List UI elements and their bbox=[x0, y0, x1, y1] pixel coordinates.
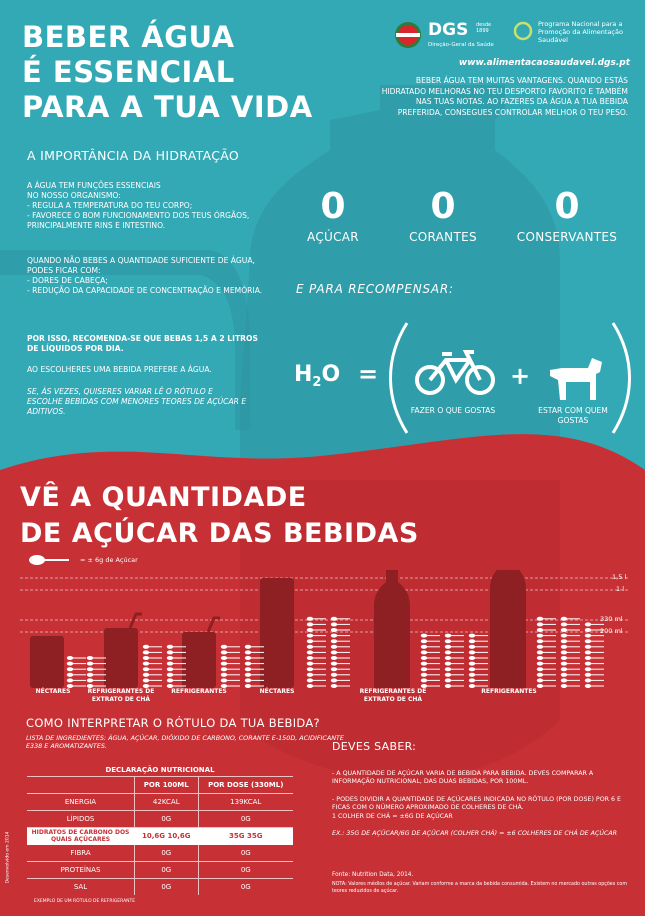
table-cell: 0G bbox=[198, 862, 293, 879]
spoon-mark bbox=[245, 667, 251, 671]
dog-label: ESTAR COM QUEM GOSTAS bbox=[538, 406, 608, 425]
straw-shape bbox=[208, 618, 220, 632]
bike-label: FAZER O QUE GOSTAS bbox=[410, 406, 496, 415]
spoon-mark bbox=[445, 662, 451, 666]
spoon-mark bbox=[537, 622, 543, 626]
spoon-mark bbox=[307, 634, 313, 638]
zero-preservatives-label: CONSERVANTES bbox=[516, 230, 618, 244]
spoon-mark bbox=[421, 650, 427, 654]
spoon-mark bbox=[143, 667, 149, 671]
spoon-mark bbox=[469, 678, 475, 682]
spoon-mark bbox=[167, 662, 173, 666]
spoon-mark bbox=[561, 656, 567, 660]
bottle-shape bbox=[374, 570, 410, 688]
spoon-mark bbox=[585, 634, 591, 638]
hydration-p2 bbox=[27, 256, 267, 296]
spoon-mark bbox=[469, 639, 475, 643]
source-note: Fonte: Nutrition Data, 2014. bbox=[332, 872, 414, 878]
spoon-mark bbox=[67, 656, 73, 660]
deves-saber-p3: 1 COLHER DE CHÁ = ±6G DE AÇÚCAR bbox=[332, 813, 453, 820]
zero-sugar-label: AÇÚCAR bbox=[307, 230, 359, 244]
spoon-mark bbox=[537, 617, 543, 621]
programa-logo bbox=[512, 20, 632, 50]
table-cell: 0G bbox=[135, 862, 199, 879]
spoon-mark bbox=[561, 628, 567, 632]
spoon-mark bbox=[307, 622, 313, 626]
table-cell: 0G bbox=[135, 879, 199, 896]
spoon-mark bbox=[331, 656, 337, 660]
spoon-mark bbox=[143, 673, 149, 677]
spoon-mark bbox=[221, 650, 227, 654]
table-cell: 35G 35G bbox=[198, 828, 293, 845]
text-line: A ÁGUA TEM FUNÇÕES ESSENCIAIS bbox=[27, 181, 161, 190]
spoon-mark bbox=[537, 639, 543, 643]
spoon-mark bbox=[307, 656, 313, 660]
spoon-mark bbox=[221, 656, 227, 660]
label-heading: COMO INTERPRETAR O RÓTULO DA TUA BEBIDA? bbox=[26, 716, 320, 730]
spoon-mark bbox=[537, 667, 543, 671]
main-title bbox=[22, 20, 322, 125]
spoon-mark bbox=[585, 622, 591, 626]
spoon-mark bbox=[167, 678, 173, 682]
spoon-mark bbox=[537, 673, 543, 677]
spoon-mark bbox=[469, 662, 475, 666]
title-line: DE AÇÚCAR DAS BEBIDAS bbox=[20, 518, 419, 549]
spoon-mark bbox=[331, 628, 337, 632]
table-row bbox=[27, 845, 294, 862]
table-caption: DECLARAÇÃO NUTRICIONAL bbox=[105, 765, 215, 774]
title-line: BEBER ÁGUA bbox=[22, 20, 235, 54]
spoon-mark bbox=[445, 684, 451, 688]
spoon-mark bbox=[67, 673, 73, 677]
reward-heading: E PARA RECOMPENSAR: bbox=[296, 282, 454, 296]
spoon-mark bbox=[331, 634, 337, 638]
spoon-icon bbox=[28, 554, 72, 566]
title-line: VÊ A QUANTIDADE bbox=[20, 482, 307, 513]
programa-name: Programa Nacional para a Promoção da Alimentação Saudável bbox=[538, 20, 623, 44]
spoon-mark bbox=[561, 634, 567, 638]
table-cell: 139KCAL bbox=[198, 794, 293, 811]
spoon-mark bbox=[331, 622, 337, 626]
spoon-mark bbox=[331, 650, 337, 654]
spoon-mark bbox=[167, 667, 173, 671]
spoon-legend: = ± 6g de Açúcar bbox=[80, 556, 138, 564]
spoon-mark bbox=[445, 634, 451, 638]
spoon-mark bbox=[221, 662, 227, 666]
text-line: NO NOSSO ORGANISMO: bbox=[27, 191, 121, 200]
level-label: 330 ml bbox=[600, 615, 623, 623]
spoon-mark bbox=[331, 617, 337, 621]
spoon-mark bbox=[537, 678, 543, 682]
spoon-mark bbox=[307, 645, 313, 649]
table-row bbox=[27, 811, 294, 828]
formula-o: O bbox=[321, 362, 341, 387]
spoon-mark bbox=[421, 645, 427, 649]
spoon-mark bbox=[537, 628, 543, 632]
h2o-formula bbox=[294, 362, 341, 390]
spoon-mark bbox=[585, 662, 591, 666]
dgs-emblem-icon bbox=[392, 20, 424, 50]
bicycle-icon bbox=[414, 348, 496, 396]
spoon-mark bbox=[445, 667, 451, 671]
spoon-mark bbox=[421, 634, 427, 638]
spoon-mark bbox=[331, 662, 337, 666]
spoon-mark bbox=[331, 667, 337, 671]
drink-shape bbox=[260, 578, 294, 688]
straw-shape bbox=[130, 614, 142, 628]
formula-2: 2 bbox=[312, 375, 322, 390]
spoon-mark bbox=[585, 684, 591, 688]
table-cell: 0G bbox=[198, 845, 293, 862]
dgs-full-name: Direção-Geral da Saúde bbox=[428, 42, 494, 48]
spoon-mark bbox=[421, 678, 427, 682]
leaf-circle-icon bbox=[512, 20, 534, 42]
spoon-mark bbox=[143, 645, 149, 649]
table-row bbox=[27, 794, 294, 811]
sugar-title bbox=[20, 480, 420, 552]
spoon-mark bbox=[421, 639, 427, 643]
table-cell: 0G bbox=[198, 879, 293, 896]
spoon-mark bbox=[307, 650, 313, 654]
drink-shape bbox=[104, 628, 138, 688]
spoon-mark bbox=[585, 650, 591, 654]
spoon-mark bbox=[585, 678, 591, 682]
spoon-mark bbox=[585, 667, 591, 671]
drink-shape bbox=[30, 636, 64, 688]
nutrition-table bbox=[26, 762, 294, 896]
spoon-mark bbox=[561, 673, 567, 677]
spoon-mark bbox=[87, 656, 93, 660]
text-line: - FAVORECE O BOM FUNCIONAMENTO DOS TEUS ÓRGÃOS, PRINCIPALMENTE RINS E INTESTINO. bbox=[27, 211, 250, 230]
table-cell: SAL bbox=[27, 879, 135, 896]
text-line: - REGULA A TEMPERATURA DO TEU CORPO; bbox=[27, 201, 193, 210]
spoon-mark bbox=[445, 656, 451, 660]
hydration-heading: A IMPORTÂNCIA DA HIDRATAÇÃO bbox=[27, 148, 240, 163]
spoon-mark bbox=[469, 634, 475, 638]
table-cell: 10,6G 10,6G bbox=[135, 828, 199, 845]
level-label: 200 ml bbox=[600, 627, 623, 635]
table-cell: LÍPIDOS bbox=[27, 811, 135, 828]
spoon-mark bbox=[561, 667, 567, 671]
spoon-mark bbox=[307, 617, 313, 621]
bottle-shape bbox=[490, 570, 526, 688]
equals-sign: = bbox=[358, 360, 379, 388]
spoon-mark bbox=[445, 650, 451, 654]
spoon-mark bbox=[67, 662, 73, 666]
spoon-mark bbox=[469, 645, 475, 649]
spoon-mark bbox=[87, 667, 93, 671]
spoon-mark bbox=[561, 678, 567, 682]
spoon-mark bbox=[67, 667, 73, 671]
spoon-mark bbox=[445, 678, 451, 682]
zero-sugar-value: 0 bbox=[320, 186, 346, 227]
spoon-mark bbox=[245, 656, 251, 660]
hydration-p1 bbox=[27, 181, 267, 231]
side-note: Desenvolvido em 2014 bbox=[5, 831, 11, 884]
dgs-logo bbox=[392, 20, 502, 52]
zero-colorants-label: CORANTES bbox=[409, 230, 477, 244]
spoon-mark bbox=[561, 684, 567, 688]
spoon-mark bbox=[245, 645, 251, 649]
drink-shape bbox=[182, 632, 216, 688]
hydration-p5: SE, ÀS VEZES, QUISERES VARIAR LÊ O RÓTULO E ESCOLHE BEBIDAS COM MENORES TEORES DE AÇÚCAR E ADITIVOS. bbox=[27, 387, 247, 416]
spoon-mark bbox=[245, 678, 251, 682]
deves-saber-heading: DEVES SABER: bbox=[332, 740, 417, 753]
spoon-mark bbox=[221, 673, 227, 677]
spoon-mark bbox=[87, 673, 93, 677]
drink-label: NÉCTARES bbox=[259, 688, 295, 695]
spoon-mark bbox=[307, 662, 313, 666]
drink-label: REFRIGERANTES DE EXTRATO DE CHÁ bbox=[87, 688, 155, 703]
table-cell: ENERGIA bbox=[27, 794, 135, 811]
table-note: EXEMPLO DE UM RÓTULO DE REFRIGERANTE bbox=[34, 899, 136, 904]
deves-saber-example: EX.: 35G DE AÇÚCAR/6G DE AÇÚCAR (COLHER CHÁ) = ±6 COLHERES DE CHÁ DE AÇÚCAR bbox=[332, 830, 618, 837]
spoon-mark bbox=[167, 656, 173, 660]
spoon-mark bbox=[561, 622, 567, 626]
spoon-mark bbox=[445, 645, 451, 649]
spoon-mark bbox=[245, 650, 251, 654]
deves-saber-p2: - PODES DIVIDIR A QUANTIDADE DE AÇÚCARES INDICADA NO RÓTULO (POR DOSE) POR 6 E FICAS COM O NÚMERO APROXIMADO DE COLHERES DE CHÁ. bbox=[332, 796, 622, 811]
spoon-mark bbox=[307, 673, 313, 677]
spoon-mark bbox=[469, 673, 475, 677]
spoon-mark bbox=[331, 673, 337, 677]
spoon-mark bbox=[537, 650, 543, 654]
spoon-mark bbox=[221, 667, 227, 671]
spoon-mark bbox=[87, 662, 93, 666]
level-label: 1,5 l bbox=[612, 573, 627, 581]
table-cell: 0G bbox=[198, 811, 293, 828]
table-row bbox=[27, 879, 294, 896]
spoon-mark bbox=[307, 678, 313, 682]
spoon-mark bbox=[561, 650, 567, 654]
table-cell: 0G bbox=[135, 845, 199, 862]
spoon-mark bbox=[331, 645, 337, 649]
spoon-mark bbox=[245, 673, 251, 677]
hydration-p4: AO ESCOLHERES UMA BEBIDA PREFERE A ÁGUA. bbox=[27, 365, 212, 374]
spoon-mark bbox=[445, 639, 451, 643]
spoon-mark bbox=[585, 673, 591, 677]
spoon-mark bbox=[307, 628, 313, 632]
spoon-mark bbox=[143, 656, 149, 660]
spoon-mark bbox=[143, 650, 149, 654]
ingredients-list: LISTA DE INGREDIENTES: ÁGUA, AÇÚCAR, DIÓXIDO DE CARBONO, CORANTE E-150D, ACIDIFICANTE E338 E AROMATIZANTES. bbox=[26, 734, 344, 750]
hydration-recommendation: POR ISSO, RECOMENDA-SE QUE BEBAS 1,5 A 2 LITROS DE LÍQUIDOS POR DIA. bbox=[27, 334, 258, 353]
spoon-mark bbox=[585, 628, 591, 632]
col-header: POR DOSE (330ML) bbox=[198, 777, 293, 794]
title-line: É ESSENCIAL bbox=[22, 55, 235, 89]
spoon-mark bbox=[245, 662, 251, 666]
dgs-since: desde 1899 bbox=[476, 22, 492, 34]
drink-label: REFRIGERANTES bbox=[481, 688, 537, 695]
table-row bbox=[27, 828, 294, 845]
spoon-mark bbox=[445, 673, 451, 677]
table-cell: 0G bbox=[135, 811, 199, 828]
zero-preservatives-value: 0 bbox=[554, 186, 580, 227]
spoon-mark bbox=[331, 639, 337, 643]
spoon-mark bbox=[537, 634, 543, 638]
spoon-mark bbox=[421, 667, 427, 671]
spoon-mark bbox=[469, 650, 475, 654]
spoon-mark bbox=[561, 645, 567, 649]
spoon-mark bbox=[331, 684, 337, 688]
spoon-mark bbox=[561, 617, 567, 621]
spoon-mark bbox=[561, 662, 567, 666]
text-line: - REDUÇÃO DA CAPACIDADE DE CONCENTRAÇÃO E MEMÓRIA. bbox=[27, 286, 263, 295]
dog-icon bbox=[544, 350, 606, 402]
text-line: QUANDO NÃO BEBES A QUANTIDADE SUFICIENTE DE ÁGUA, PODES FICAR COM: bbox=[27, 256, 255, 275]
dgs-wordmark: DGS bbox=[428, 20, 469, 40]
spoon-mark bbox=[537, 656, 543, 660]
spoon-mark bbox=[561, 639, 567, 643]
footnote: NOTA: Valores médios de açúcar. Variam conforme a marca da bebida consumida. Existem no mercado outras opções com teores reduzidos de açúcar. bbox=[332, 882, 628, 894]
spoon-mark bbox=[167, 645, 173, 649]
spoon-mark bbox=[143, 662, 149, 666]
intro-text: BEBER ÁGUA TEM MUITAS VANTAGENS. QUANDO ESTÁS HIDRATADO MELHORAS NO TEU DESPORTO FAVORITO E TAMBÉM NAS TUAS NOTAS. AO FAZERES DA ÁGUA A TUA BEBIDA PREFERIDA, CONSEGUES CONTROLAR MELHOR O TEU PESO. bbox=[381, 76, 628, 117]
spoon-mark bbox=[421, 673, 427, 677]
spoon-mark bbox=[87, 678, 93, 682]
spoon-mark bbox=[469, 656, 475, 660]
deves-saber-p1: - A QUANTIDADE DE AÇÚCAR VARIA DE BEBIDA PARA BEBIDA. DEVES COMPARAR A INFORMAÇÃO NUTRICIONAL, DAS DUAS BEBIDAS, POR 100ML. bbox=[332, 770, 594, 785]
spoon-mark bbox=[421, 662, 427, 666]
spoon-mark bbox=[143, 678, 149, 682]
spoon-mark bbox=[167, 650, 173, 654]
drink-label: REFRIGERANTES DE EXTRATO DE CHÁ bbox=[359, 688, 427, 703]
spoon-mark bbox=[537, 662, 543, 666]
formula-h: H bbox=[294, 362, 313, 387]
drink-label: REFRIGERANTES bbox=[171, 688, 227, 695]
spoon-mark bbox=[537, 645, 543, 649]
spoon-mark bbox=[585, 656, 591, 660]
website-link[interactable]: www.alimentacaosaudavel.dgs.pt bbox=[458, 58, 630, 68]
spoon-mark bbox=[469, 667, 475, 671]
table-cell: PROTEÍNAS bbox=[27, 862, 135, 879]
table-cell: FIBRA bbox=[27, 845, 135, 862]
spoon-mark bbox=[307, 667, 313, 671]
spoon-mark bbox=[331, 678, 337, 682]
spoon-mark bbox=[221, 678, 227, 682]
plus-sign: + bbox=[510, 362, 531, 390]
spoon-mark bbox=[421, 656, 427, 660]
spoon-mark bbox=[167, 673, 173, 677]
table-row bbox=[27, 862, 294, 879]
drink-label: NÉCTARES bbox=[35, 688, 71, 695]
spoon-mark bbox=[307, 639, 313, 643]
table-cell: 42KCAL bbox=[135, 794, 199, 811]
spoon-mark bbox=[585, 645, 591, 649]
table-cell: HIDRATOS DE CARBONO DOS QUAIS AÇÚCARES bbox=[27, 828, 135, 845]
spoon-mark bbox=[221, 645, 227, 649]
title-line: PARA A TUA VIDA bbox=[22, 90, 313, 124]
spoon-mark bbox=[67, 678, 73, 682]
level-label: 1 l bbox=[616, 585, 625, 593]
col-header bbox=[27, 777, 135, 794]
spoon-mark bbox=[585, 639, 591, 643]
zero-colorants-value: 0 bbox=[430, 186, 456, 227]
col-header: POR 100ML bbox=[135, 777, 199, 794]
text-line: - DORES DE CABEÇA; bbox=[27, 276, 108, 285]
